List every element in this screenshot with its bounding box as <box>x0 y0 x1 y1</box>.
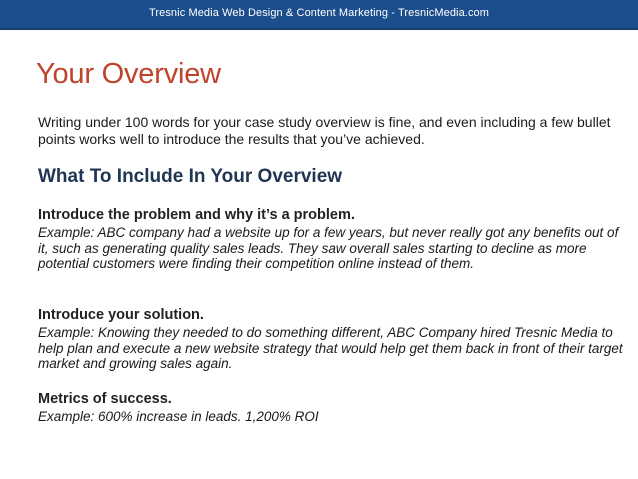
section-heading: Introduce your solution. <box>38 307 204 323</box>
section-solution <box>38 307 628 372</box>
section-subheading: What To Include In Your Overview <box>38 166 343 187</box>
header-bar <box>0 0 638 30</box>
section-example: Example: 600% increase in leads. 1,200% ROI <box>38 409 319 424</box>
section-example: Example: Knowing they needed to do something different, ABC Company hired Tresnic Media to help plan and execute a new website strategy that would help get them back in front of their target market and growing sales again. <box>38 325 623 371</box>
section-example: Example: ABC company had a website up for a few years, but never really got any benefits out of it, such as generating quality sales leads. They saw overall sales starting to decline as more potential customers were finding their competition online instead of them. <box>38 225 619 271</box>
intro-paragraph: Writing under 100 words for your case study overview is fine, and even including a few bullet points works well to introduce the results that you’ve achieved. <box>38 114 611 147</box>
section-heading: Introduce the problem and why it’s a problem. <box>38 207 355 223</box>
header-bar-text: Tresnic Media Web Design & Content Marketing - TresnicMedia.com <box>148 7 490 19</box>
page-title: Your Overview <box>36 58 221 90</box>
section-metrics <box>38 391 628 425</box>
section-heading: Metrics of success. <box>38 391 172 407</box>
section-problem <box>38 207 628 272</box>
